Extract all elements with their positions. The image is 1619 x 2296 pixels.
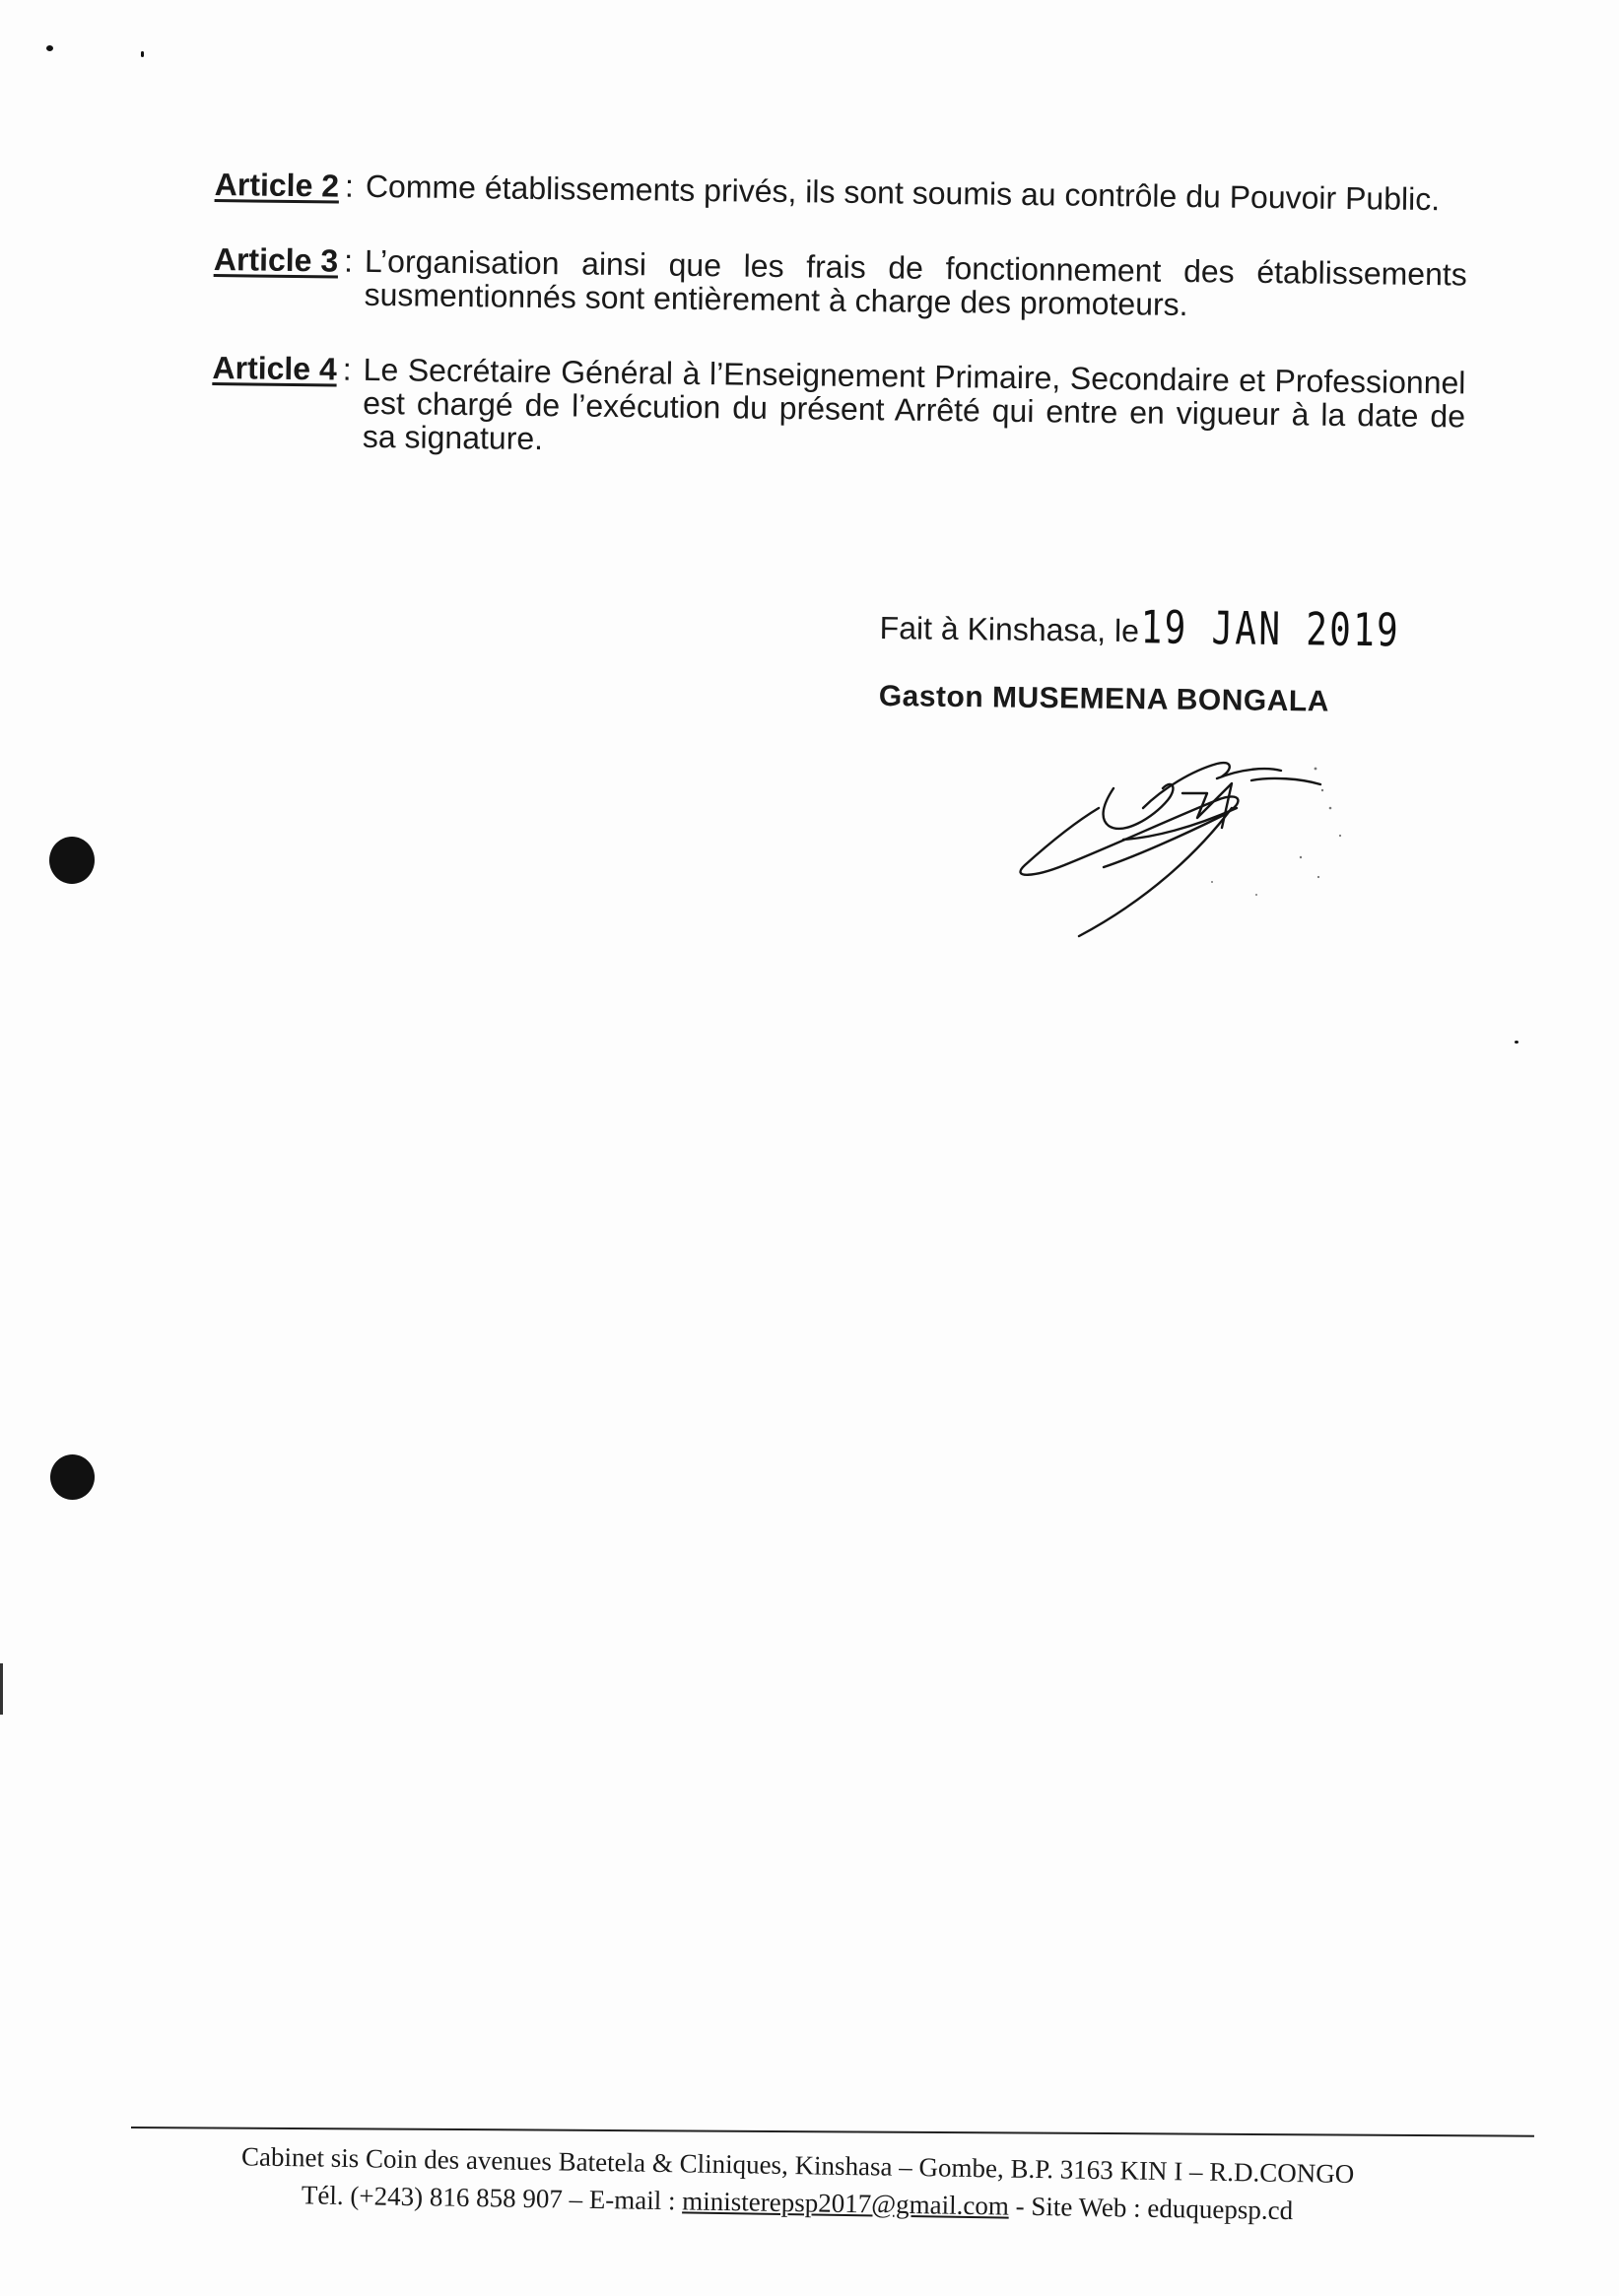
article-separator: : xyxy=(343,242,354,279)
article-3 xyxy=(213,242,1467,325)
scan-edge-mark xyxy=(0,1663,3,1715)
article-text: Le Secrétaire Général à l’Enseignement Primaire, Secondaire et Professionnel est chargé de l’exécution du présent Arrêté qui entre en vigueur à la date de sa signature. xyxy=(362,351,1466,457)
scan-speck xyxy=(46,45,53,51)
article-2 xyxy=(215,168,1468,217)
article-4 xyxy=(211,351,1465,467)
footer-tel: Tél. (+243) 816 858 907 – E-mail : xyxy=(301,2180,676,2216)
footer-email-link[interactable]: ministerepsp2017@gmail.com xyxy=(682,2186,1010,2221)
punch-hole-mark xyxy=(50,1454,95,1500)
footer xyxy=(157,2136,1439,2231)
signoff-block xyxy=(879,601,1432,720)
footer-rule xyxy=(131,2127,1534,2137)
article-text: L’organisation ainsi que les frais de fonctionnement des établissements susmentionnés sont entièrement à charge des promoteurs. xyxy=(364,242,1467,323)
article-label: Article 4 xyxy=(212,349,338,387)
article-separator: : xyxy=(344,168,355,204)
punch-hole-mark xyxy=(49,837,95,884)
scan-speck xyxy=(1515,1041,1518,1044)
article-separator: : xyxy=(342,351,352,387)
scan-speck xyxy=(141,51,144,57)
handwritten-signature xyxy=(1005,749,1399,946)
article-text: Comme établissements privés, ils sont soumis au contrôle du Pouvoir Public. xyxy=(365,168,1441,218)
article-label: Article 3 xyxy=(213,240,339,279)
place-prefix: Fait à Kinshasa, le xyxy=(879,609,1140,649)
footer-address: Cabinet sis Coin des avenues Batetela & Cliniques, Kinshasa – Gombe, B.P. 3163 KIN I – R.D.CONGO xyxy=(240,2141,1355,2190)
article-label: Article 2 xyxy=(214,167,340,204)
footer-site-prefix: - Site Web : xyxy=(1015,2191,1141,2223)
footer-site: eduquepsp.cd xyxy=(1147,2193,1294,2226)
place-and-date xyxy=(879,600,1432,657)
articles-section xyxy=(211,168,1468,508)
stamped-date: 19 JAN 2019 xyxy=(1140,600,1401,657)
signatory-name: Gaston MUSEMENA BONGALA xyxy=(878,679,1330,718)
